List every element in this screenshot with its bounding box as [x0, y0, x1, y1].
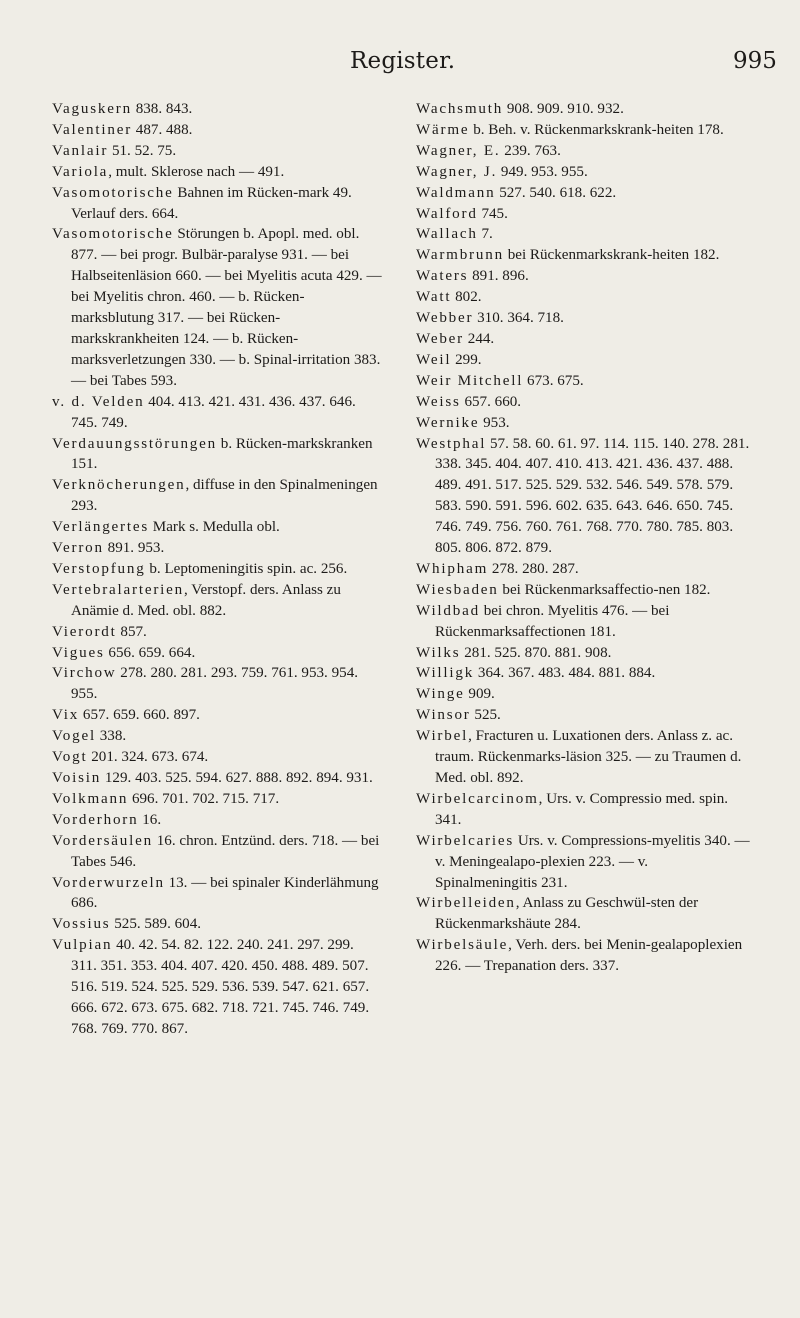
index-references: 673. 675. — [523, 372, 584, 389]
index-keyword: Vix — [52, 707, 80, 724]
index-keyword: Variola — [52, 163, 109, 180]
index-entry — [52, 580, 382, 622]
index-references: bei Rückenmarksaffectio-nen 182. — [498, 581, 711, 598]
index-keyword: Volkmann — [52, 790, 129, 807]
index-keyword: Wagner, E. — [416, 142, 501, 159]
index-references: 16. chron. Entzünd. ders. 718. — bei Tabes 546. — [71, 832, 380, 870]
index-entry — [52, 141, 382, 162]
index-references: 696. 701. 702. 715. 717. — [128, 790, 280, 807]
index-references: , Fracturen u. Luxationen ders. Anlass z. ac. traum. Rückenmarks-läsion 325. — zu Traumen d. Med. obl. 892. — [435, 728, 742, 786]
index-keyword: Verron — [52, 540, 104, 557]
index-entry — [416, 329, 751, 350]
index-entry — [416, 580, 751, 601]
index-entry — [416, 266, 751, 287]
index-keyword: Vordersäulen — [52, 832, 153, 849]
index-references: 745. — [477, 205, 508, 222]
index-keyword: Wirbelsäule — [416, 937, 509, 954]
index-entry — [52, 726, 382, 747]
index-entry — [416, 413, 751, 434]
index-keyword: Verknöcherungen — [52, 477, 186, 494]
index-references: 909. — [464, 686, 495, 703]
index-entry — [52, 224, 382, 391]
index-entry — [416, 831, 751, 894]
index-entry — [416, 183, 751, 204]
index-references: , Verstopf. ders. Anlass zu Anämie d. Med. obl. 882. — [71, 581, 341, 619]
index-references: 364. 367. 483. 484. 881. 884. — [474, 665, 656, 682]
index-entry — [416, 224, 751, 245]
index-references: 278. 280. 281. 293. 759. 761. 953. 954. 955. — [71, 665, 359, 703]
index-references: Mark s. Medulla obl. — [149, 519, 280, 536]
index-entry — [52, 120, 382, 141]
index-references: 281. 525. 870. 881. 908. — [460, 644, 612, 661]
index-keyword: v. d. Velden — [52, 393, 145, 410]
index-entry — [416, 120, 751, 141]
index-entry — [52, 663, 382, 705]
index-keyword: Wilks — [416, 644, 461, 661]
index-keyword: Wiesbaden — [416, 581, 499, 598]
index-entry — [52, 183, 382, 225]
index-keyword: Wallach — [416, 226, 478, 243]
index-keyword: Wagner, J. — [416, 163, 498, 180]
index-keyword: Vasomotorische — [52, 226, 174, 243]
index-references: 908. 909. 910. 932. — [503, 101, 624, 117]
index-references: Störungen b. Apopl. med. obl. 877. — bei progr. Bulbär-paralyse 931. — bei Halbseitenläsion 660. — bei Myelitis acuta 429. — bei Myelitis chron. 460. — b. Rücken-marksblutung 317. — bei Rücken-markskrankheiten 124. — b. Rücken-marksverletzungen 330. — b. Spinal-irritation 383. — bei Tabes 593. — [71, 226, 382, 389]
index-keyword: Waters — [416, 268, 469, 285]
index-entry — [416, 287, 751, 308]
index-keyword: Verlängertes — [52, 519, 150, 536]
index-keyword: Vorderhorn — [52, 811, 139, 828]
index-references: 239. 763. — [500, 142, 561, 159]
index-references: b. Leptomeningitis spin. ac. 256. — [145, 560, 348, 577]
index-entry — [52, 768, 382, 789]
index-entry — [52, 559, 382, 580]
index-keyword: Verdauungsstörungen — [52, 435, 217, 452]
index-entry — [416, 308, 751, 329]
index-entry — [52, 99, 382, 120]
index-entry — [416, 643, 751, 664]
index-references: 802. — [451, 289, 482, 306]
index-references: 129. 403. 525. 594. 627. 888. 892. 894. 931. — [101, 770, 373, 786]
index-keyword: Vulpian — [52, 937, 113, 954]
index-references: Urs. v. Compressions-myelitis 340. — v. Meningealapo-plexien 223. — v. Spinalmeningitis 231. — [435, 832, 750, 891]
index-keyword: Winsor — [416, 707, 471, 724]
index-entry — [52, 538, 382, 559]
index-entry — [52, 162, 382, 183]
index-references: b. Rücken-markskranken 151. — [71, 435, 373, 473]
index-keyword: Weil — [416, 351, 452, 368]
index-references: bei Rückenmarkskrank-heiten 182. — [503, 247, 720, 264]
index-references: , Urs. v. Compressio med. spin. 341. — [435, 790, 729, 828]
index-entry — [416, 705, 751, 726]
index-references: 57. 58. 60. 61. 97. 114. 115. 140. 278. 281. 338. 345. 404. 407. 410. 413. 421. 436. 437. 488. 489. 491. 517. 525. 529. 532. 546. 549. 578. 579. 583. 590. 591. 596. 602. 635. 643. 646. 650. 745. 746. 749. 756. 760. 761. 768. 770. 780. 785. 803. 805. 806. 872. 879. — [435, 435, 750, 557]
index-references: 51. 52. 75. — [108, 142, 177, 159]
index-entry — [416, 371, 751, 392]
page-number: 995 — [733, 48, 777, 74]
index-references: bei chron. Myelitis 476. — bei Rückenmarksaffectionen 181. — [435, 602, 670, 640]
index-entry — [52, 705, 382, 726]
index-references: 891. 953. — [103, 540, 165, 557]
index-entry — [52, 517, 382, 538]
index-references: 278. 280. 287. — [488, 560, 579, 577]
index-references: 487. 488. — [132, 121, 193, 138]
index-keyword: Verstopfung — [52, 560, 146, 577]
left-index-column — [52, 99, 382, 1040]
right-index-column — [416, 99, 751, 977]
index-references: 40. 42. 54. 82. 122. 240. 241. 297. 299. 311. 351. 353. 404. 407. 420. 450. 488. 489. 507. 516. 519. 524. 525. 529. 536. 539. 547. 621. 657. 666. 672. 673. 675. 682. 718. 721. 745. 746. 749. 768. 769. 770. 867. — [71, 937, 370, 1037]
index-references: 657. 660. — [460, 393, 522, 410]
index-references: 404. 413. 421. 431. 436. 437. 646. 745. 749. — [71, 393, 356, 431]
index-keyword: Vossius — [52, 916, 111, 933]
index-references: 838. 843. — [131, 101, 193, 117]
index-entry — [416, 893, 751, 935]
index-entry — [416, 434, 751, 559]
index-references: 525. — [470, 707, 501, 724]
index-entry — [52, 914, 382, 935]
index-entry — [416, 245, 751, 266]
index-entry — [416, 935, 751, 977]
index-keyword: Westphal — [416, 435, 487, 452]
page-title: Register. — [350, 48, 456, 74]
index-references: , mult. Sklerose nach — 491. — [108, 163, 285, 180]
index-entry — [52, 810, 382, 831]
index-keyword: Vogt — [52, 749, 88, 766]
index-keyword: Vorderwurzeln — [52, 874, 165, 891]
index-references: , Verh. ders. bei Menin-gealapoplexien 226. — Trepanation ders. 337. — [435, 937, 743, 975]
index-entry — [416, 663, 751, 684]
index-entry — [416, 684, 751, 705]
index-entry — [416, 162, 751, 183]
index-keyword: Wirbelcarcinom — [416, 790, 539, 807]
index-entry — [52, 622, 382, 643]
index-references: 953. — [479, 414, 510, 431]
index-entry — [52, 475, 382, 517]
index-keyword: Walford — [416, 205, 478, 222]
index-keyword: Wirbelleiden — [416, 895, 516, 912]
index-entry — [52, 831, 382, 873]
index-keyword: Warmbrunn — [416, 247, 504, 264]
index-keyword: Wirbelcaries — [416, 832, 515, 849]
index-references: 310. 364. 718. — [473, 310, 564, 327]
index-keyword: Vaguskern — [52, 101, 132, 117]
index-entry — [416, 392, 751, 413]
index-keyword: Vierordt — [52, 623, 117, 640]
index-entry — [416, 141, 751, 162]
index-keyword: Vogel — [52, 728, 96, 745]
index-keyword: Voisin — [52, 770, 102, 786]
index-entry — [52, 935, 382, 1040]
index-references: , Anlass zu Geschwül-sten der Rückenmarkshäute 284. — [435, 895, 699, 933]
index-keyword: Wachsmuth — [416, 101, 504, 117]
index-references: 656. 659. 664. — [104, 644, 196, 661]
index-keyword: Weir Mitchell — [416, 372, 524, 389]
index-keyword: Vasomotorische — [52, 184, 174, 201]
index-keyword: Vanlair — [52, 142, 109, 159]
index-keyword: Weber — [416, 330, 465, 347]
index-keyword: Waldmann — [416, 184, 496, 201]
index-references: 857. — [116, 623, 147, 640]
index-keyword: Webber — [416, 310, 474, 327]
index-references: 527. 540. 618. 622. — [495, 184, 617, 201]
index-references: 13. — bei spinaler Kinderlähmung 686. — [71, 874, 379, 912]
index-references: 949. 953. 955. — [497, 163, 588, 180]
index-references: 338. — [95, 728, 127, 745]
index-keyword: Wärme — [416, 121, 470, 138]
index-keyword: Willigk — [416, 665, 475, 682]
index-keyword: Valentiner — [52, 121, 133, 138]
index-keyword: Weiss — [416, 393, 461, 410]
index-references: Bahnen im Rücken-mark 49. Verlauf ders. 664. — [71, 184, 352, 222]
index-references: 891. 896. — [468, 268, 529, 285]
index-keyword: Vertebralarterien — [52, 581, 184, 598]
index-entry — [52, 747, 382, 768]
index-keyword: Winge — [416, 686, 465, 703]
index-keyword: Wernike — [416, 414, 480, 431]
index-entry — [52, 789, 382, 810]
index-keyword: Whipham — [416, 560, 489, 577]
index-entry — [52, 434, 382, 476]
index-entry — [416, 789, 751, 831]
index-references: 525. 589. 604. — [110, 916, 202, 933]
index-references: 201. 324. 673. 674. — [87, 749, 209, 766]
index-keyword: Wirbel — [416, 728, 469, 745]
index-references: 244. — [464, 330, 495, 347]
index-entry — [52, 643, 382, 664]
index-keyword: Virchow — [52, 665, 117, 682]
index-references: 299. — [451, 351, 482, 368]
index-entry — [416, 559, 751, 580]
index-entry — [416, 726, 751, 789]
index-references: , diffuse in den Spinalmeningen 293. — [71, 477, 378, 515]
index-entry — [416, 350, 751, 371]
index-references: b. Beh. v. Rückenmarkskrank-heiten 178. — [469, 121, 724, 138]
index-keyword: Wildbad — [416, 602, 480, 619]
index-references: 7. — [477, 226, 493, 243]
index-keyword: Watt — [416, 289, 452, 306]
index-entry — [416, 99, 751, 120]
index-entry — [52, 873, 382, 915]
index-references: 657. 659. 660. 897. — [79, 707, 200, 724]
index-keyword: Vigues — [52, 644, 105, 661]
page-header — [0, 48, 800, 78]
index-entry — [52, 392, 382, 434]
index-references: 16. — [138, 811, 162, 828]
index-entry — [416, 204, 751, 225]
index-entry — [416, 601, 751, 643]
